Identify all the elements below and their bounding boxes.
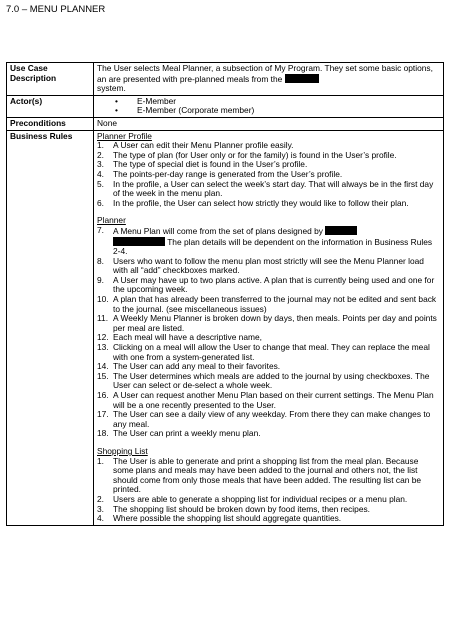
use-case-label: Use Case Description — [7, 63, 94, 96]
rule-number: 17. — [97, 409, 109, 420]
rule-text: A User may have up to two plans active. A plan that is currently being used and one for the upcoming week. — [113, 274, 435, 295]
use-case-table — [6, 62, 444, 526]
rule-item — [97, 276, 440, 295]
preconditions-value: None — [94, 117, 444, 130]
business-rules-label: Business Rules — [7, 130, 94, 525]
rule-number: 5. — [97, 178, 104, 189]
redaction-bar — [325, 226, 357, 235]
rule-number: 18. — [97, 428, 109, 439]
shopping-list-heading: Shopping List — [97, 445, 148, 456]
rule-text: A User can edit their Menu Planner profile easily. — [113, 140, 294, 151]
rule-text: The points-per-day range is generated from the User’s profile. — [113, 168, 343, 179]
business-rules-row — [7, 130, 444, 525]
rule-number: 10. — [97, 294, 109, 305]
rule-text: Users are able to generate a shopping list for individual recipes or a menu plan. — [113, 493, 408, 504]
rule-number: 8. — [97, 255, 104, 266]
rule-text: Users who want to follow the menu plan most strictly will see the Menu Planner load with all “add” checkboxes marked. — [113, 255, 424, 276]
rule-text: The User can print a weekly menu plan. — [113, 428, 261, 439]
redaction-bar — [113, 237, 165, 246]
rule-text: In the profile, a User can select the week’s start day. That will always be in the first day of the week in the menu plan. — [113, 178, 434, 199]
redaction-bar — [285, 74, 319, 83]
rule-number: 6. — [97, 197, 104, 208]
planner-profile-heading: Planner Profile — [97, 130, 152, 141]
rule-text: The User can see a daily view of any weekday. From there they can make changes to any meal. — [113, 409, 431, 429]
rule-text: The shopping list should be broken down by food items, then recipes. — [113, 503, 370, 514]
rule-text: A Weekly Menu Planner is broken down by days, then meals. Points per day and points per meal are listed. — [113, 313, 437, 333]
rule-number: 9. — [97, 274, 104, 285]
rule-number: 7. — [97, 224, 104, 235]
rule-item — [97, 226, 440, 257]
planner-rules-list — [97, 226, 440, 439]
rule-number: 2. — [97, 493, 104, 504]
profile-rules-list — [97, 141, 440, 208]
rule-text: The User can add any meal to their favorites. — [113, 361, 281, 372]
rule-number: 3. — [97, 503, 104, 514]
rule-item — [97, 199, 440, 209]
preconditions-label: Preconditions — [7, 117, 94, 130]
use-case-text-end: system. — [97, 83, 126, 94]
rule-number: 4. — [97, 168, 104, 179]
rule-number: 1. — [97, 140, 104, 151]
section-title: 7.0 – MENU PLANNER — [6, 4, 106, 15]
use-case-description — [94, 63, 444, 96]
rule-text: In the profile, the User can select how strictly they would like to follow their plan. — [113, 197, 409, 208]
rule-item — [97, 257, 440, 276]
actors-list — [97, 97, 440, 116]
rule-item — [97, 410, 440, 429]
actors-label: Actor(s) — [7, 95, 94, 117]
rule-item — [97, 372, 440, 391]
rule-number: 3. — [97, 159, 104, 170]
business-rules-cell — [94, 130, 444, 525]
rule-number: 14. — [97, 361, 109, 372]
rule-item — [97, 180, 440, 199]
rule-number: 4. — [97, 513, 104, 524]
actor-item: • E-Member (Corporate member) — [97, 106, 440, 116]
actor-item: • E-Member — [97, 97, 440, 107]
rule-item — [97, 314, 440, 333]
rule-item — [97, 514, 440, 524]
rule-text: A plan that has already been transferred to the journal may not be edited and sent back to the journal. (see miscellaneous issues) — [113, 294, 437, 314]
rule-text: A Menu Plan will come from the set of plans designed by — [113, 225, 323, 236]
actors-row — [7, 95, 444, 117]
rule-text: The plan details will be dependent on the information in Business Rules 2-4. — [113, 236, 433, 257]
rule-text: The type of plan (for User only or for the family) is found in the User’s profile. — [113, 149, 397, 160]
rule-item — [97, 457, 440, 495]
rule-text: A User can request another Menu Plan based on their current settings. The Menu Plan will be a one recently presented to the User. — [113, 390, 434, 410]
rule-number: 2. — [97, 149, 104, 160]
preconditions-row — [7, 117, 444, 130]
rule-number: 11. — [97, 313, 109, 324]
shopping-rules-list — [97, 457, 440, 524]
rule-number: 1. — [97, 455, 104, 466]
rule-text: The type of special diet is found in the User’s profile. — [113, 159, 308, 170]
rule-number: 16. — [97, 390, 109, 400]
rule-number: 12. — [97, 332, 109, 343]
use-case-row — [7, 63, 444, 96]
planner-heading: Planner — [97, 215, 126, 226]
rule-text: Each meal will have a descriptive name, — [113, 332, 262, 343]
rule-text: The User determines which meals are added to the journal by using checkboxes. The User can select or de-select a whole week. — [113, 370, 430, 391]
actors-cell — [94, 95, 444, 117]
rule-item — [97, 429, 440, 439]
rule-item — [97, 295, 440, 314]
rule-text: The User is able to generate and print a shopping list from the meal plan. Because some plans and meals may have been added to the journal and others not, the list should come from only those meals that have been added. The resulting list can be printed. — [113, 455, 422, 495]
rule-item — [97, 343, 440, 362]
rule-item — [97, 391, 440, 410]
rule-number: 15. — [97, 370, 109, 381]
rule-text: Where possible the shopping list should aggregate quantities. — [113, 513, 342, 524]
use-case-text: The User selects Meal Planner, a subsection of My Program. They set some basic options, an are presented with pre-planned meals from the — [97, 63, 433, 84]
rule-text: Clicking on a meal will allow the User to change that meal. They can replace the meal with one from a system-generated list. — [113, 342, 430, 362]
rule-number: 13. — [97, 342, 109, 353]
